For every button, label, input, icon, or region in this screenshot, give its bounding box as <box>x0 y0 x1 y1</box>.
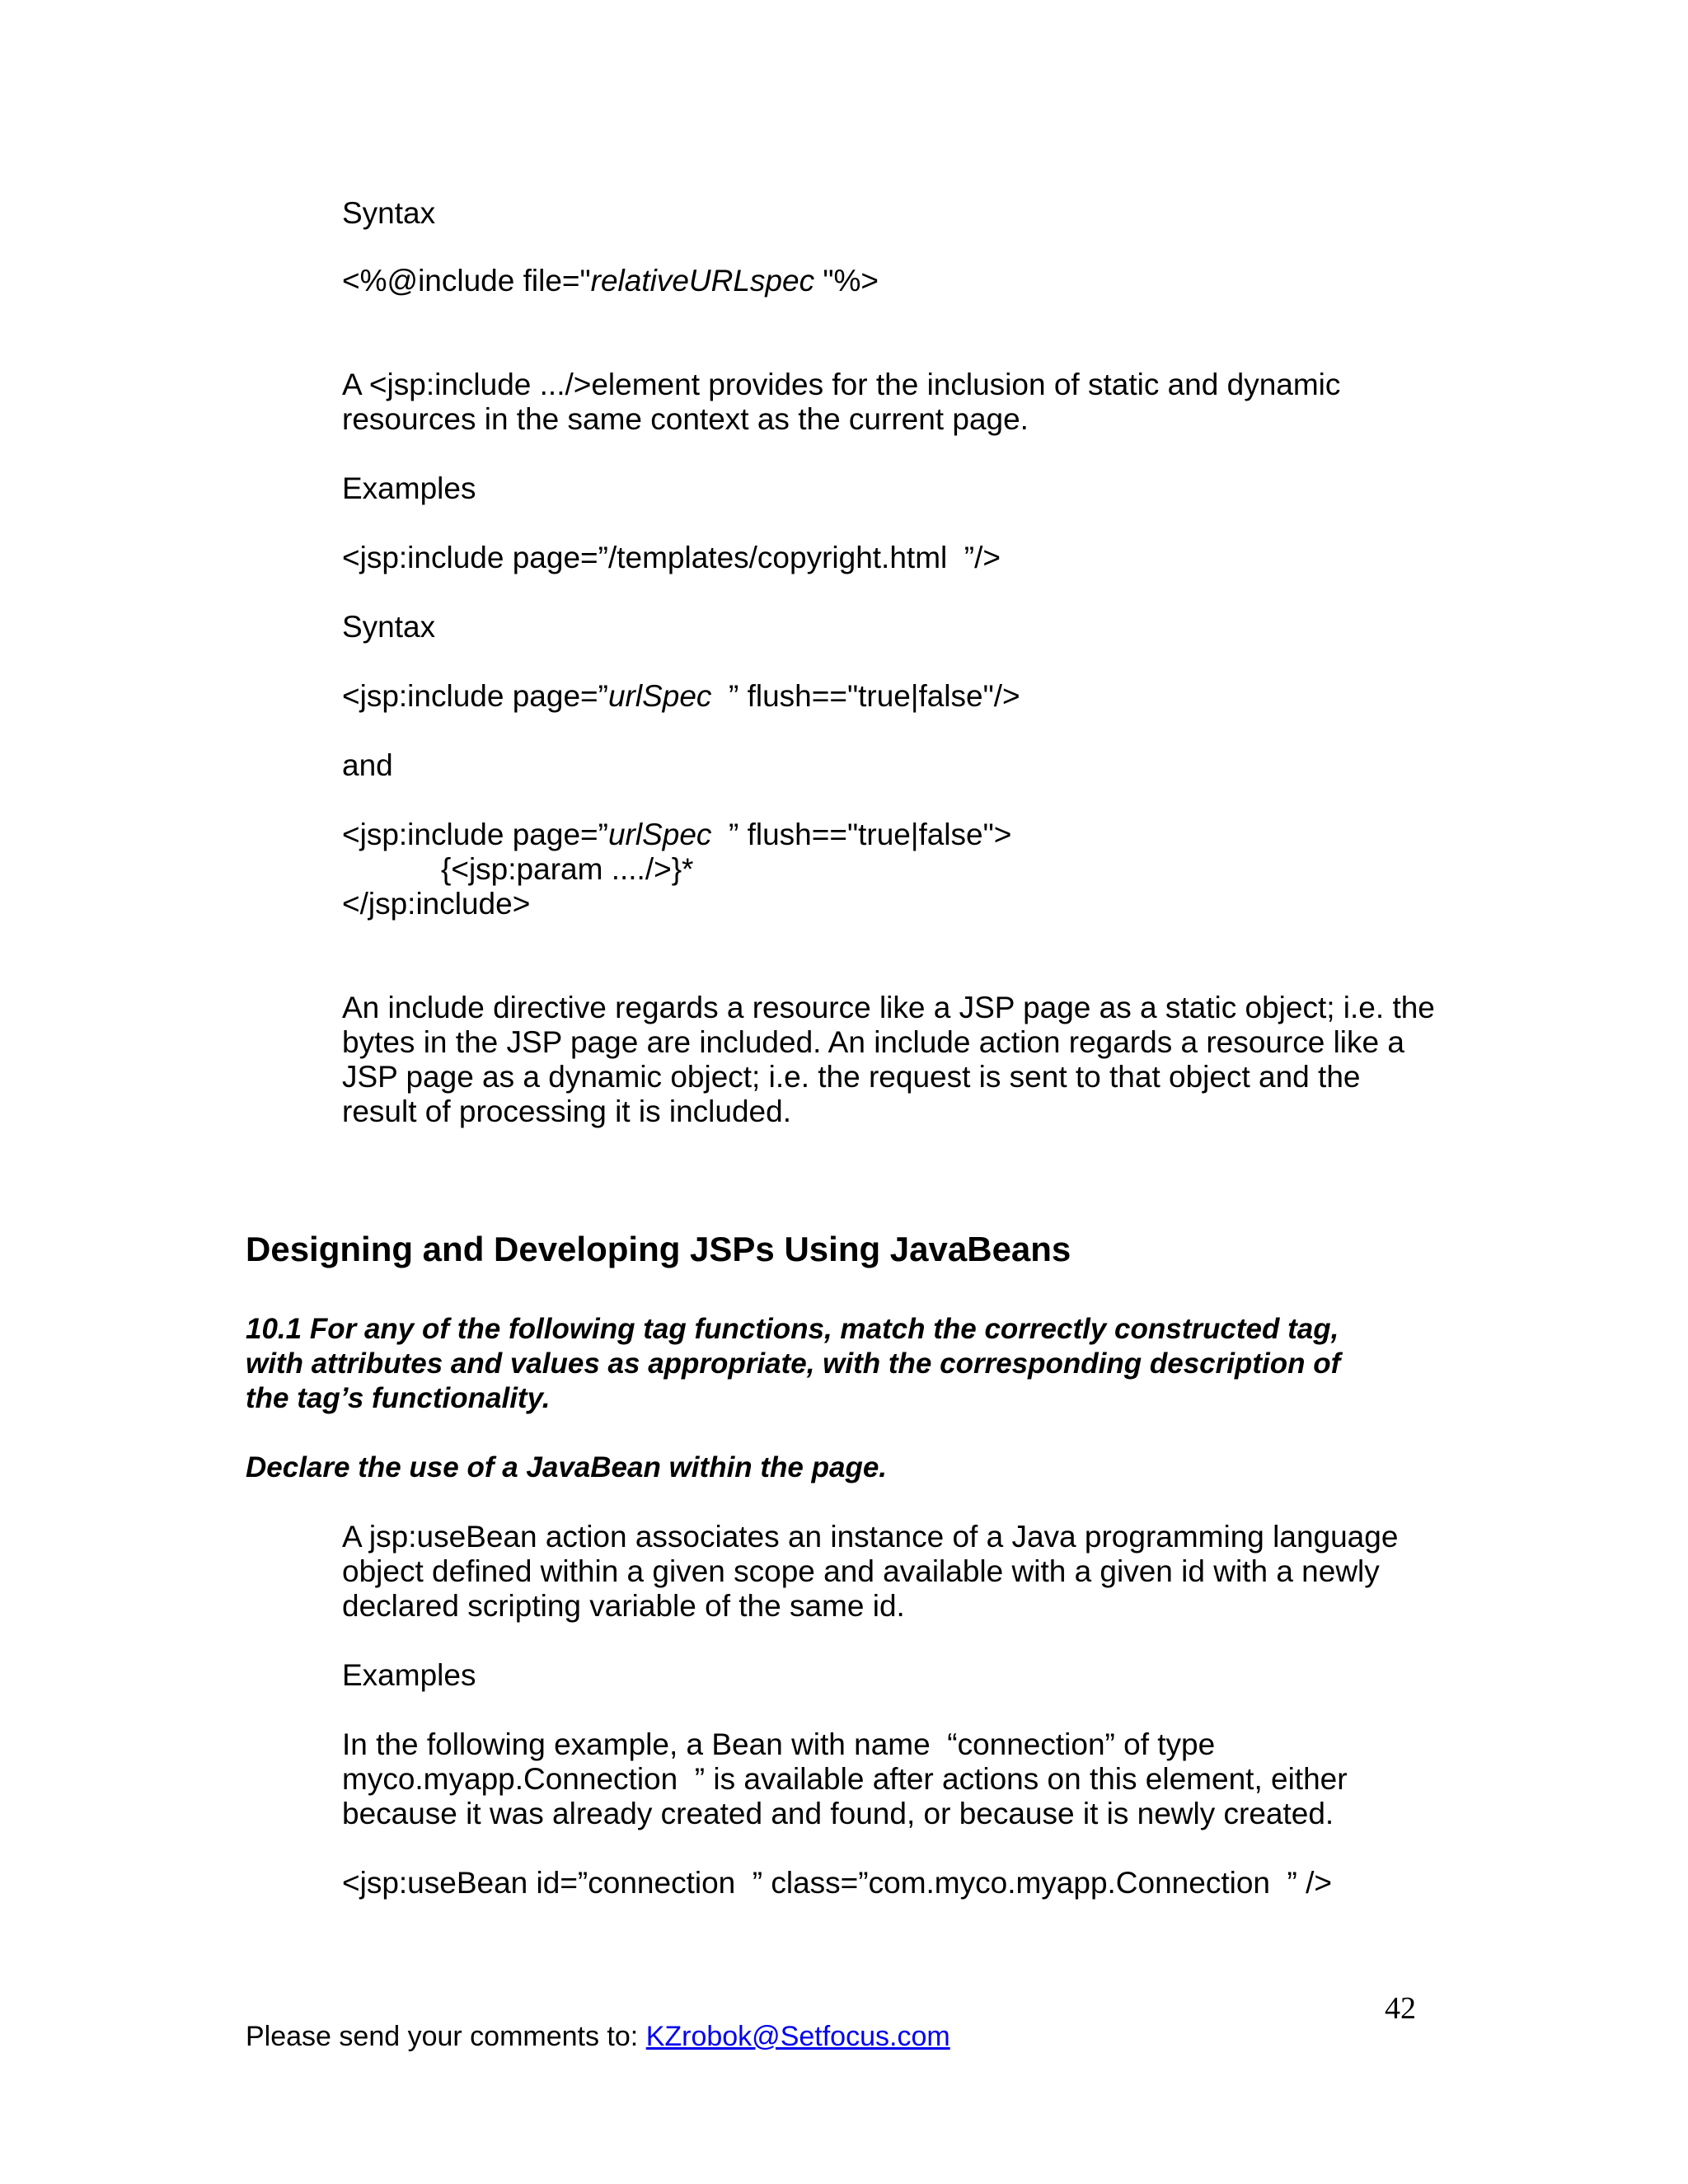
objective-line: 10.1 For any of the following tag functions, match the correctly constructed tag, <box>246 1313 1339 1345</box>
include-description-line: resources in the same context as the current page. <box>342 402 1029 436</box>
email-link[interactable]: KZrobok@Setfocus.com <box>645 2021 950 2052</box>
closing-tag: </jsp:include> <box>342 887 531 921</box>
usebean-example: <jsp:useBean id=”connection ” class=”com.myco.myapp.Connection ” /> <box>342 1866 1333 1900</box>
usebean-description-line: A jsp:useBean action associates an instance of a Java programming language <box>342 1520 1399 1554</box>
comparison-line: JSP page as a dynamic object; i.e. the request is sent to that object and the <box>342 1060 1361 1094</box>
action-syntax: <jsp:include page=”urlSpec ” flush=="true|false"/> <box>342 679 1020 713</box>
usebean-description-line: object defined within a given scope and available with a given id with a newly <box>342 1554 1380 1588</box>
and-label: and <box>342 748 393 782</box>
objective-line: the tag’s functionality. <box>246 1382 551 1414</box>
objective-line: with attributes and values as appropriate, with the corresponding description of <box>246 1347 1341 1380</box>
directive-syntax: <%@include file="relativeURLspec "%> <box>342 264 879 298</box>
sub-heading: Declare the use of a JavaBean within the page. <box>246 1451 888 1483</box>
example-description-line: because it was already created and found, or because it is newly created. <box>342 1797 1334 1830</box>
comparison-line: bytes in the JSP page are included. An include action regards a resource like a <box>342 1025 1404 1059</box>
comparison-line: result of processing it is included. <box>342 1094 791 1128</box>
syntax-label: Syntax <box>342 196 436 230</box>
example-description-line: myco.myapp.Connection ” is available after actions on this element, either <box>342 1762 1348 1796</box>
example-description-line: In the following example, a Bean with name “connection” of type <box>342 1727 1216 1761</box>
usebean-description-line: declared scripting variable of the same id. <box>342 1589 905 1623</box>
action-syntax-with-params: <jsp:include page=”urlSpec ” flush=="true|false"> <box>342 818 1012 851</box>
footer-comments <box>246 2021 950 2053</box>
param-line: {<jsp:param ..../>}* <box>441 852 694 886</box>
include-description-line: A <jsp:include .../>element provides for the inclusion of static and dynamic <box>342 368 1341 401</box>
comparison-line: An include directive regards a resource like a JSP page as a static object; i.e. the <box>342 991 1435 1024</box>
footer-prefix: Please send your comments to: <box>246 2021 646 2052</box>
examples-label: Examples <box>342 1658 476 1692</box>
syntax-label: Syntax <box>342 610 436 644</box>
include-example: <jsp:include page=”/templates/copyright.html ”/> <box>342 541 1001 574</box>
section-heading: Designing and Developing JSPs Using JavaBeans <box>246 1230 1071 1268</box>
examples-label: Examples <box>342 471 476 505</box>
page-number: 42 <box>1385 1991 1416 2026</box>
